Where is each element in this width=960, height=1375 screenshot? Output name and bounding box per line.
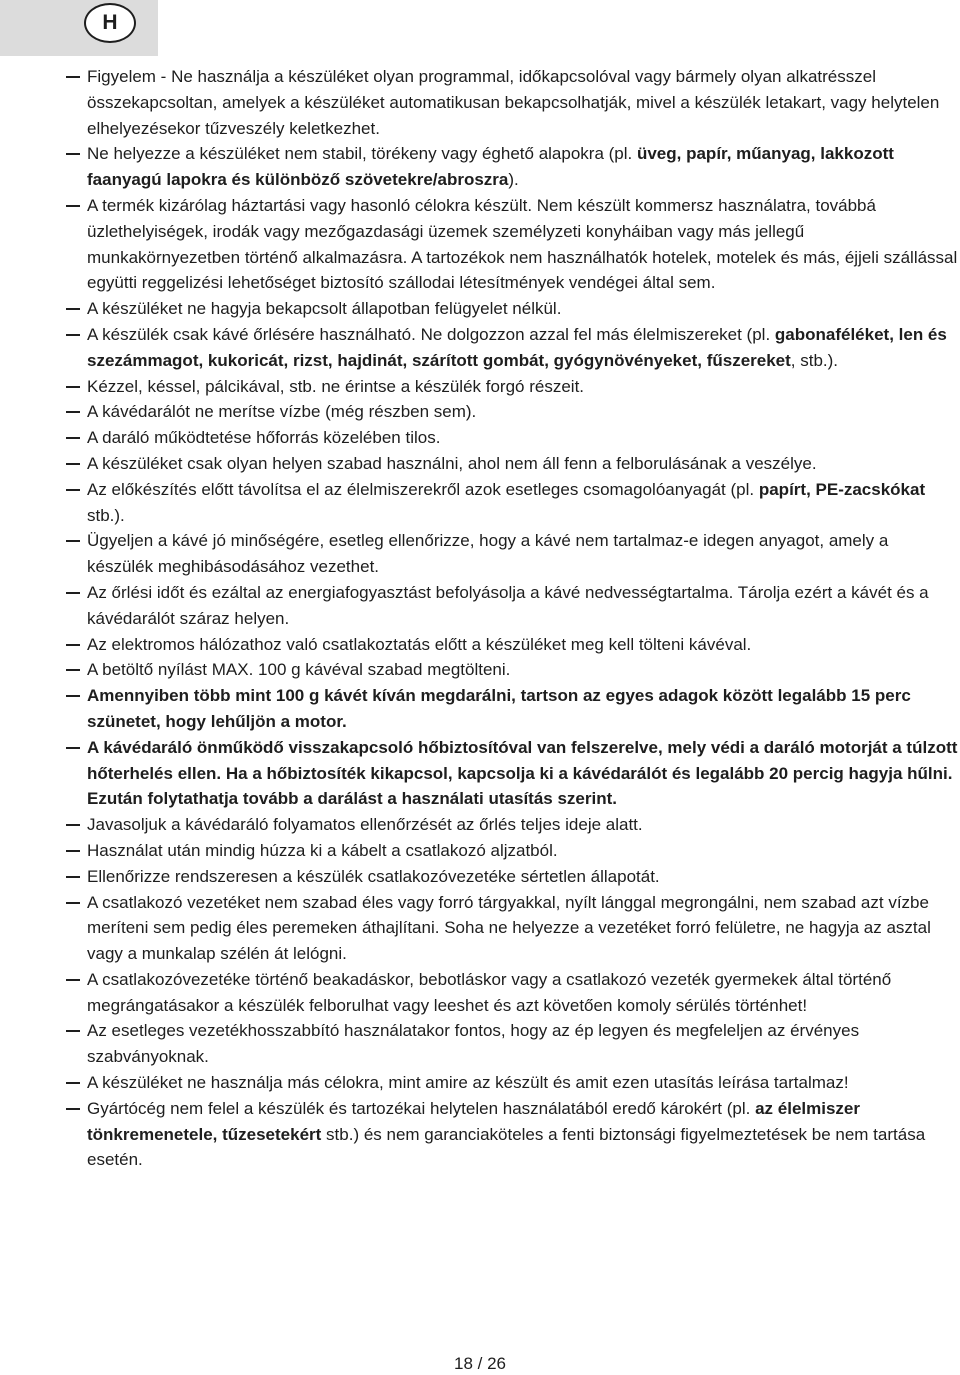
safety-instructions-list: [0, 64, 960, 1173]
dash-bullet-icon: [66, 902, 80, 904]
text-segment: A csatlakozó vezetéket nem szabad éles vagy forró tárgyakkal, nyílt lánggal megrongálni, nem szabad azt vízbe meríteni sem pedig éles peremeken áthajlítani. Soha ne helyezze a vezetéket forró felületre, ne hagyja az asztal vagy a munkalap szélén át lelógni.: [87, 892, 931, 964]
dash-bullet-icon: [66, 644, 80, 646]
bold-text: A kávédaráló önműködő visszakapcsoló hőbiztosítóval van felszerelve, mely védi a daráló motorját a túlzott hőterhelés ellen. Ha a hőbiztosíték kikapcsol, kapcsolja ki a kávédarálót és legalább 20 percig hagyja hűlni. Ezután folytathatja tovább a darálást a használati utasítás szerint.: [87, 737, 958, 809]
dash-bullet-icon: [66, 386, 80, 388]
list-item: [0, 1070, 960, 1096]
list-item: [0, 812, 960, 838]
text-segment: A készüléket ne hagyja bekapcsolt állapotban felügyelet nélkül.: [87, 299, 562, 319]
dash-bullet-icon: [66, 695, 80, 697]
language-badge: H: [84, 3, 136, 43]
language-tab: [0, 0, 158, 56]
text-segment: A készüléket csak olyan helyen szabad használni, ahol nem áll fenn a felborulásának a veszélye.: [87, 453, 817, 473]
text-segment: Használat után mindig húzza ki a kábelt a csatlakozó aljzatból.: [87, 840, 558, 860]
text-segment: , stb.).: [790, 350, 839, 370]
text-segment: A csatlakozóvezetéke történő beakadáskor, bebotláskor vagy a csatlakozó vezeték gyermekek által történő megrángatásakor a készülék felborulhat vagy leeshet és azt követően komoly sérülés történhet!: [87, 969, 892, 1015]
dash-bullet-icon: [66, 308, 80, 310]
text-segment: Kézzel, késsel, pálcikával, stb. ne érintse a készülék forgó részeit.: [87, 376, 585, 396]
text-segment: A készüléket ne használja más célokra, mint amire az készült és amit ezen utasítás leírása tartalmaz!: [87, 1073, 849, 1093]
text-segment: Ellenőrizze rendszeresen a készülék csatlakozóvezetéke sértetlen állapotát.: [87, 866, 660, 886]
dash-bullet-icon: [66, 334, 80, 336]
bold-text: gabonaféléket, len és szezámmagot, kukoricát, rizst, hajdinát, szárított gombát, gyógynövényeket, fűszereket: [87, 324, 947, 370]
dash-bullet-icon: [66, 592, 80, 594]
list-item: [0, 735, 960, 812]
text-segment: Az előkészítés előtt távolítsa el az élelmiszerekről azok esetleges csomagolóanyagát (pl.: [87, 479, 759, 499]
text-segment: A termék kizárólag háztartási vagy hasonló célokra készült. Nem készült kommersz használatra, továbbá üzlethelyiségek, irodák vagy mezőgazdasági üzemek személyzeti konyháiban vagy más jellegű munkakörnyezetben történő alkalmazásra. A tartozékok nem használhatók hotelek, motelek és más, éjjeli szállással együtti reggelizési lehetőséget biztosító szállodai létesítmények vendégei által sem.: [87, 195, 958, 293]
dash-bullet-icon: [66, 411, 80, 413]
list-item: [0, 374, 960, 400]
list-item: [0, 1096, 960, 1173]
dash-bullet-icon: [66, 205, 80, 207]
list-item: [0, 528, 960, 580]
text-segment: A készülék csak kávé őrlésére használható. Ne dolgozzon azzal fel más élelmiszereket (pl.: [87, 324, 775, 344]
list-item: [0, 580, 960, 632]
bold-text: papírt, PE-zacskókat: [758, 479, 926, 499]
list-item: [0, 890, 960, 967]
dash-bullet-icon: [66, 1108, 80, 1110]
list-item: [0, 322, 960, 374]
dash-bullet-icon: [66, 1030, 80, 1032]
dash-bullet-icon: [66, 437, 80, 439]
list-item: [0, 141, 960, 193]
text-segment: Ügyeljen a kávé jó minőségére, esetleg ellenőrizze, hogy a kávé nem tartalmaz-e idegen anyagot, amely a készülék meghibásodásához vezethet.: [87, 531, 889, 577]
text-segment: A daráló működtetése hőforrás közelében tilos.: [87, 428, 441, 448]
list-item: [0, 864, 960, 890]
list-item: [0, 838, 960, 864]
text-segment: A kávédarálót ne merítse vízbe (még részben sem).: [87, 402, 477, 422]
text-segment: stb.) és nem garanciaköteles a fenti biztonsági figyelmeztetések be nem tartása esetén.: [87, 1124, 926, 1170]
list-item: [0, 399, 960, 425]
dash-bullet-icon: [66, 747, 80, 749]
dash-bullet-icon: [66, 824, 80, 826]
list-item: [0, 967, 960, 1019]
page-number: 18 / 26: [454, 1354, 506, 1373]
text-segment: A betöltő nyílást MAX. 100 g kávéval szabad megtölteni.: [87, 660, 511, 680]
list-item: [0, 632, 960, 658]
dash-bullet-icon: [66, 153, 80, 155]
list-item: [0, 1018, 960, 1070]
list-item: [0, 64, 960, 141]
dash-bullet-icon: [66, 979, 80, 981]
list-item: [0, 683, 960, 735]
text-segment: Ne helyezze a készüléket nem stabil, törékeny vagy éghető alapokra (pl.: [87, 144, 637, 164]
bold-text: az élelmiszer tönkremenetele, tűzesetekért: [87, 1098, 860, 1144]
dash-bullet-icon: [66, 1082, 80, 1084]
bold-text: Amennyiben több mint 100 g kávét kíván megdarálni, tartson az egyes adagok között legalább 15 perc szünetet, hogy lehűljön a motor.: [87, 686, 911, 731]
dash-bullet-icon: [66, 76, 80, 78]
text-segment: Gyártócég nem felel a készülék és tartozékai helytelen használatából eredő károkért (pl.: [87, 1098, 756, 1118]
list-item: [0, 193, 960, 296]
text-segment: Az esetleges vezetékhosszabbító használatakor fontos, hogy az ép legyen és megfeleljen az érvényes szabványoknak.: [87, 1021, 860, 1067]
text-segment: Javasoljuk a kávédaráló folyamatos ellenőrzését az őrlés teljes ideje alatt.: [87, 815, 643, 835]
list-item: [0, 477, 960, 529]
list-item: [0, 296, 960, 322]
text-segment: Az elektromos hálózathoz való csatlakoztatás előtt a készüléket meg kell tölteni kávéval.: [87, 634, 752, 654]
text-segment: stb.).: [87, 505, 125, 525]
dash-bullet-icon: [66, 463, 80, 465]
dash-bullet-icon: [66, 669, 80, 671]
dash-bullet-icon: [66, 876, 80, 878]
dash-bullet-icon: [66, 489, 80, 491]
dash-bullet-icon: [66, 540, 80, 542]
bold-text: üveg, papír, műanyag, lakkozott faanyagú lapokra és különböző szövetekre/abroszra: [87, 144, 894, 190]
dash-bullet-icon: [66, 850, 80, 852]
list-item: [0, 425, 960, 451]
list-item: [0, 657, 960, 683]
text-segment: ).: [508, 170, 519, 190]
list-item: [0, 451, 960, 477]
text-segment: Figyelem - Ne használja a készüléket olyan programmal, időkapcsolóval vagy bármely olyan alkatrésszel összekapcsoltan, amelyek a készüléket automatikusan bekapcsolhatják, mivel a készülék letakart, vagy helytelen elhelyezésekor tűzveszély keletkezhet.: [87, 67, 940, 138]
text-segment: Az őrlési időt és ezáltal az energiafogyasztást befolyásolja a kávé nedvességtartalma. Tárolja ezért a kávét és a kávédarálót száraz helyen.: [87, 582, 929, 628]
